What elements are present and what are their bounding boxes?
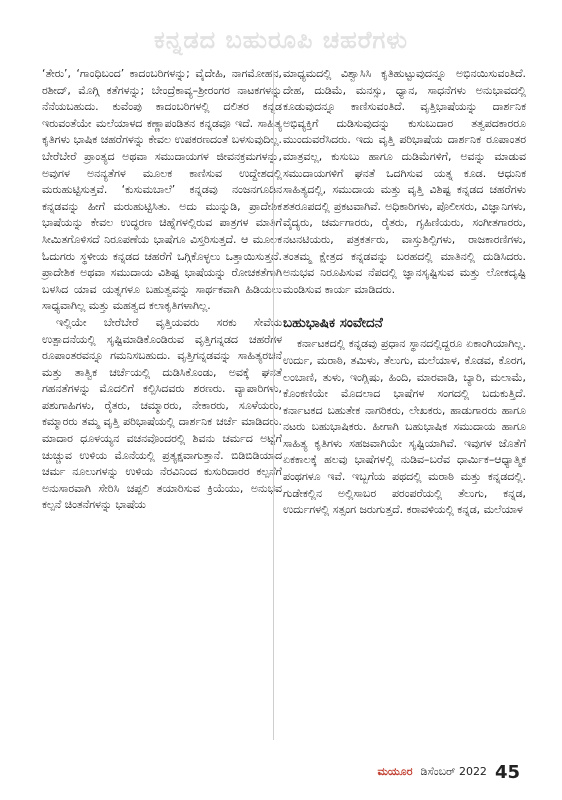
section-heading: ಬಹುಭಾಷಿಕ ಸಂವೇದನೆ (283, 315, 383, 332)
left-text-column (42, 66, 282, 514)
issue-date: ಡಿಸೆಂಬರ್ 2022 (420, 765, 487, 778)
left-paragraph-2: ಇಲ್ಲಿಯೇ ಬೇರೆಬೇರೆ ವೃತ್ತಿಯವರು ಸರಕು ಸೇವೆಯ ಉತ್ಪಾದನೆಯಲ್ಲಿ ಸೃಷ್ಟಿಮಾಡಿಕೊಂಡಿರುವ ವೃತ್ತಿಗನ್ನಡದ ಚಹರೆಗಳ ರೂಪಾಂತರವನ್ನೂ ಗಮನಿಸಬಹುದು. ವೃತ್ತಿಗನ್ನಡವನ್ನು ಸಾಹಿತ್ಯರಚನೆ ಮತ್ತು ತಾತ್ವಿಕ ಚರ್ಚೆಯಲ್ಲಿ ದುಡಿಸಿಕೊಂಡು, ಅವಕ್ಕೆ ಘನತೆ ಗಹನತೆಗಳನ್ನು ಮೊದಲಿಗೆ ಕಲ್ಪಿಸಿದವರು ಶರಣರು. ವ್ಯಾಪಾರಿಗಳು, ಪಶುಗಾಹಿಗಳು, ರೈತರು, ಚಮ್ಮಾರರು, ನೇಕಾರರು, ಸೂಳೆಯರು, ಕಮ್ಮಾರರು ತಮ್ಮ ವೃತ್ತಿ ಪರಿಭಾಷೆಯಲ್ಲಿ ದಾರ್ಶನಿಕ ಚರ್ಚೆ ಮಾಡಿದರು. ಮಾದಾರ ಧೂಳಯ್ಯನ ವಚನವೊಂದರಲ್ಲಿ ಶಿವನು ಚರ್ಮದ ಅಟ್ಟೆಗೆ ಚುಚ್ಚುವ ಉಳಿಯ ಮೊನೆಯಲ್ಲಿ ಪ್ರತ್ಯಕ್ಷವಾಗುತ್ತಾನೆ. ಬಿಡಿಬಿಡಿಯಾದ ಚರ್ಮ ನೂಲುಗಳನ್ನು ಉಳಿಯ ನೆರವಿನಿಂದ ಕುಸುರಿದಾರರ ಕಲ್ಪನೆಗೆ ಅನುಸಾರವಾಗಿ ಸೇರಿಸಿ ಚಪ್ಪಲಿ ತಯಾರಿಸುವ ಕ್ರಿಯೆಯು, ಅನುಭವ ಕಲ್ಪನೆ ಚಿಂತನೆಗಳನ್ನು ಭಾಷೆಯ (42, 315, 282, 512)
right-paragraph-1: ಮಾಧ್ಯಮದಲ್ಲಿ ವಿಶ್ವಾಸಿಸಿ ಕೃತಿಹುಟ್ಟುವುದನ್ನೂ ಅಭಿನಯಿಸುವಂತಿದೆ. ದೇಹ, ದುಡಿಮೆ, ಮನಸ್ಸು, ಧ್ಯಾನ, ಸಾಧನೆಗಳು ಅನುಭಾವದಲ್ಲಿ ಕೂಡುವುದನ್ನೂ ಕಾಣಿಸುವಂತಿದೆ. ವೃತ್ತಿಭಾಷೆಯನ್ನು ದಾರ್ಶನಿಕ ಅಭಿವ್ಯಕ್ತಿಗೆ ದುಡಿಸುವುದನ್ನು ಕುಸುಬುದಾರ ತತ್ವಪದಕಾರರೂ ಮುಂದುವರೆಸಿದರು. ಇದು ವೃತ್ತಿ ಪರಿಭಾಷೆಯ ದಾರ್ಶನಿಕ ರೂಪಾಂತರ ಮಾತ್ರವಲ್ಲ, ಕುಸುಬು ಹಾಗೂ ದುಡಿಮೆಗಳಿಗೆ, ಅವನ್ನು ಮಾಡುವ ಸಮುದಾಯಗಳಿಗೆ ಘನತೆ ಒದಗಿಸುವ ಯತ್ನ ಕೂಡ. ಆಧುನಿಕ ಸಾಹಿತ್ಯದಲ್ಲಿ, ಸಮುದಾಯ ಮತ್ತು ವೃತ್ತಿ ವಿಶಿಷ್ಟ ಕನ್ನಡದ ಚಹರೆಗಳು ಶತರೂಪದಲ್ಲಿ ಪ್ರಕಟವಾಗಿವೆ. ಅಧಿಕಾರಿಗಳು, ಪೊಲೀಸರು, ವಿಜ್ಞಾನಿಗಳು, ವೈದ್ಯರು, ಚರ್ಮಗಾರರು, ರೈತರು, ಗೃಹಿಣಿಯರು, ಸಂಗೀತಗಾರರು, ನಟನಟಿಯರು, ಪತ್ರಕರ್ತರು, ವಾಸ್ತುಶಿಲ್ಪಿಗಳು, ರಾಜಕಾರಣಿಗಳು, ತಂತಮ್ಮ ಕ್ಷೇತ್ರದ ಕನ್ನಡವನ್ನು ಬರಹದಲ್ಲಿ ಮಾತಿನಲ್ಲಿ ದುಡಿಸಿದರು. ಅನುಭವ ನಿರೂಪಿಸುವ ನೆಪದಲ್ಲಿ ಜ್ಞಾನಸೃಷ್ಟಿಸುವ ಮತ್ತು ಲೋಕದೃಷ್ಟಿ ಮಂಡಿಸುವ ಕಾರ್ಯ ಮಾಡಿದರು. (283, 67, 526, 296)
right-text-column (283, 66, 526, 519)
section-paragraph-1: ಕರ್ನಾಟಕದಲ್ಲಿ ಕನ್ನಡವು ಪ್ರಧಾನ ಸ್ಥಾನದಲ್ಲಿದ್ದರೂ ಏಕಾಂಗಿಯಾಗಿಲ್ಲ. ಉರ್ದು, ಮರಾಠಿ, ತಮಿಳು, ತೆಲುಗು, ಮಲೆಯಾಳ, ಕೊಡವ, ಕೊರಗ, ಲಂಬಾಣಿ, ತುಳು, ಇಂಗ್ಲಿಷು, ಹಿಂದಿ, ಮಾರವಾಡಿ, ಬ್ಯಾರಿ, ಮಲಾಮೆ, ಕೊಂಕಣಿಯೇ ಮೊದಲಾದ ಭಾಷೆಗಳ ಸಂಗದಲ್ಲಿ ಬದುಕುತ್ತಿದೆ. ಕರ್ನಾಟಕದ ಬಹುತೇಕ ನಾಗರಿಕರು, ಲೇಖಕರು, ಹಾಡುಗಾರರು ಹಾಗೂ ನಟರು ಬಹುಭಾಷಿಕರು. ಹೀಗಾಗಿ ಬಹುಭಾಷಿಕ ಸಮುದಾಯ ಹಾಗೂ ಸಾಹಿತ್ಯ ಕೃತಿಗಳು ಸಹಜವಾಗಿಯೇ ಸೃಷ್ಟಿಯಾಗಿವೆ. ಇವುಗಳ ಜೊತೆಗೆ ಏಕಕಾಲಕ್ಕೆ ಹಲವು ಭಾಷೆಗಳಲ್ಲಿ ನುಡಿವ–ಬರೆವ ಧಾರ್ಮಿಕ–ಆಧ್ಯಾತ್ಮಿಕ ಪಂಥಗಳೂ ಇವೆ. ಇಬ್ಬಗೆಯ ಪಥದಲ್ಲಿ ಮರಾಠಿ ಮತ್ತು ಕನ್ನಡದಲ್ಲಿ. ಗುಡೇಕಲ್ಲಿನ ಅಲ್ಲಿಸಾಬರ ಪರಂಪರೆಯಲ್ಲಿ ತೆಲುಗು, ಕನ್ನಡ, ಉರ್ದುಗಳಲ್ಲಿ ಸತ್ಸಂಗ ಜರುಗುತ್ತದೆ. ಕರಾವಳಿಯಲ್ಲಿ ಕನ್ನಡ, ಮಲೆಯಾಳ (283, 337, 526, 517)
page-header-title: ಕನ್ನಡದ ಬಹುರೂಪಿ ಚಹರೆಗಳು (153, 26, 409, 54)
page-footer (377, 761, 520, 783)
magazine-logo: ಮಯೂರ (377, 765, 413, 778)
left-paragraph-1: ‘ತೇರು’, ‘ಗಾಂಧಿಬಂದ’ ಕಾದಂಬರಿಗಳನ್ನು; ವೈದೇಹಿ, ನಾಗಮೋಹನ, ರಶೀದ್, ಮೊಗ್ಗಿ ಕತೆಗಳನ್ನು; ಬೇಂದ್ರೆಕಾವ್ಯ–ಶ್ರೀರಂಗರ ನಾಟಕಗಳನ್ನು ನೆನೆಯಬಹುದು. ಕುವೆಂಪು ಕಾದಂಬರಿಗಳಲ್ಲಿ ದಲಿತರ ಕನ್ನಡ ಇರುವಂತೆಯೇ ಮಲೆಯಾಳದ ಕಣ್ಣಾಪಂಡಿತನ ಕನ್ನಡವೂ ಇದೆ. ಸಾಹಿತ್ಯ ಕೃತಿಗಳು ಭಾಷಿಕ ಚಹರೆಗಳನ್ನು ಕೇವಲ ಉಪಕರಣದಂತೆ ಬಳಸುವುದಿಲ್ಲ. ಬೇರೆಬೇರೆ ಪ್ರಾಂತ್ಯದ ಅಥವಾ ಸಮುದಾಯಗಳ ಜೀವನಕ್ರಮಗಳನ್ನು, ಅವುಗಳ ಅನನ್ಯತೆಗಳ ಮೂಲಕ ಕಾಣಿಸುವ ಉದ್ದೇಶದಲ್ಲಿ ಮರುಹುಟ್ಟಿಸುತ್ತವೆ. ‘ಕುಸುಮಬಾಲೆ’ ಕನ್ನಡವು ನಂಜನಗೂಡಿನ ಕನ್ನಡವನ್ನು ಹೀಗೆ ಮರುಹುಟ್ಟಿಸಿತು. ಅದು ಮುನ್ನುಡಿ, ಪ್ರಾದೇಶಿಕ ಭಾಷೆಯನ್ನು ಕೇವಲ ಉದ್ಧರಣ ಚಿಹ್ನೆಗಳಲ್ಲಿರುವ ಪಾತ್ರಗಳ ಮಾತಿಗೆ ಸೀಮಿತಗೊಳಿಸದೆ ನಿರೂಪಣೆಯ ಭಾಷೆಗೂ ವಿಸ್ತರಿಸುತ್ತದೆ. ಆ ಮೂಲಕ ಓದುಗರು ಸ್ಥಳೀಯ ಕನ್ನಡದ ಚಹರೆಗೆ ಒಗ್ಗಿಕೊಳ್ಳಲು ಒತ್ತಾಯಿಸುತ್ತದೆ. ಪ್ರಾದೇಶಿಕ ಅಥವಾ ಸಮುದಾಯ ವಿಶಿಷ್ಟ ಭಾಷೆಯನ್ನು ರೋಚಕತೆಗಾಗಿ ಬಳಸಿದ ಯಾವ ಯತ್ನಗಳೂ ಬಹುತ್ವವನ್ನು ಸಾರ್ಥಕವಾಗಿ ಹಿಡಿಯಲು ಸಾಧ್ಯವಾಗಿಲ್ಲ ಮತ್ತು ಮಹತ್ವದ ಕಲಾಕೃತಿಗಳಾಗಿಲ್ಲ. (42, 67, 282, 313)
column-divider (273, 70, 274, 740)
page-number: 45 (494, 761, 520, 783)
